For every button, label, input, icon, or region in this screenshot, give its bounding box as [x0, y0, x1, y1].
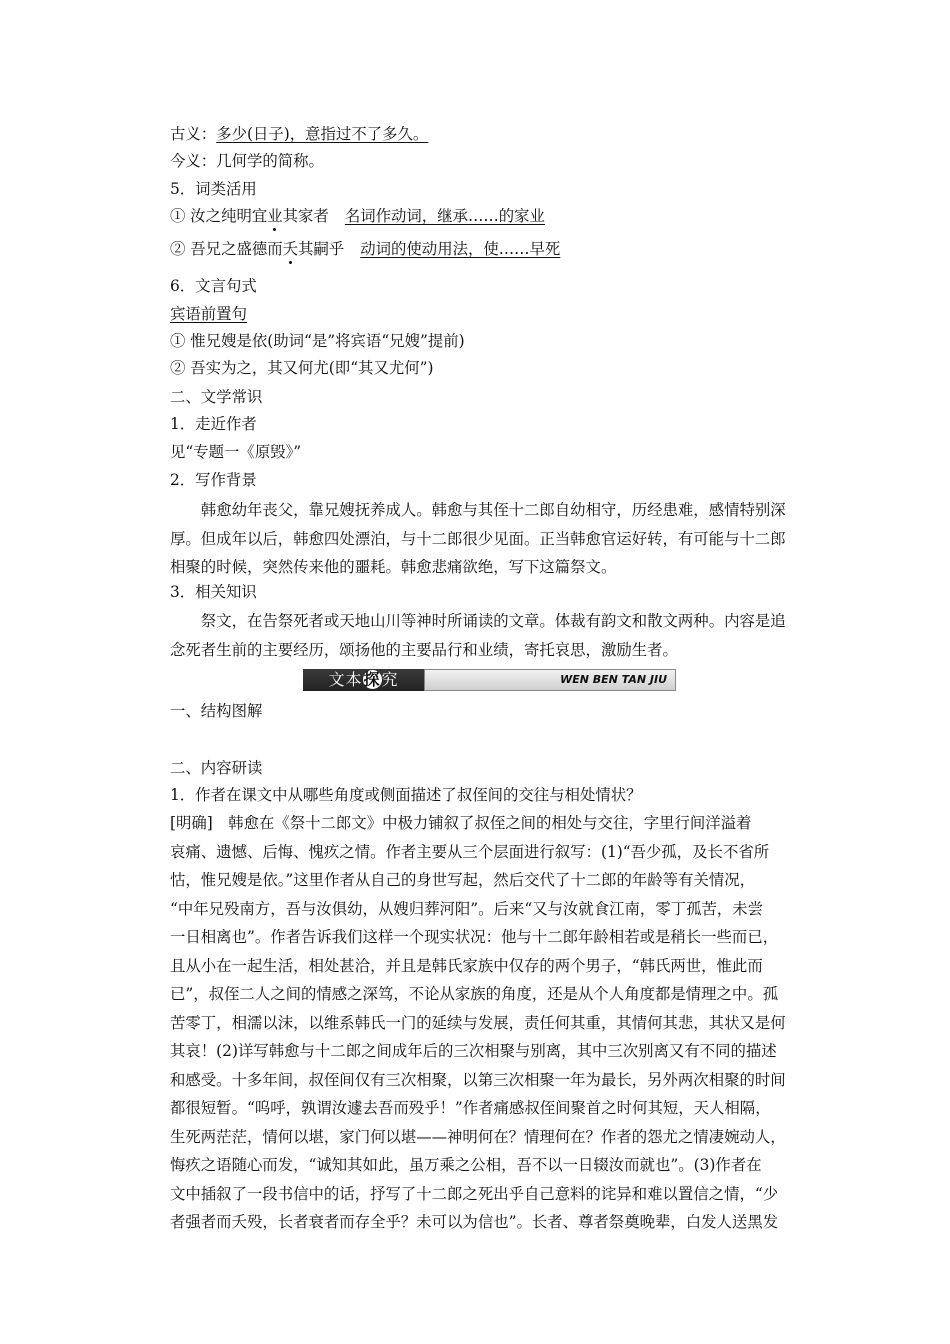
modern-meaning-line: 今义：几何学的简称。 — [170, 152, 324, 170]
example-answer-1: 名词作动词，继承……的家业 — [344, 207, 545, 225]
emphasis-dot-char: 业 — [267, 207, 283, 225]
section-banner — [303, 669, 676, 691]
section-heading-sentence-pattern: 6．文言句式 — [170, 277, 257, 295]
subheading-background: 2．写作背景 — [170, 471, 257, 489]
section-heading-literature: 二、文学常识 — [170, 388, 263, 406]
section-heading-structure: 一、结构图解 — [170, 702, 263, 720]
answer-paragraph: [明确] 韩愈在《祭十二郎文》中极力铺叙了叔侄之间的相处与交往，字里行间洋溢着 哀痛、遗憾、后悔、愧疚之情。作者主要从三个层面进行叙写：(1)“吾少孤，及长不省所 怙，惟兄嫂是依。”这里作者从自己的身世写起，然后交代了十二郎的年龄等有关情况， “中年兄殁南方，吾与汝俱幼，从嫂归葬河阳”。后来“又与汝就食江南，零丁孤苦，未尝 一日相离也”。作者告诉我们这样一个现实状况：他与十二郎年龄相若或是稍长一些而已， 且从小在一起生活，相处甚洽，并且是韩氏家族中仅存的两个男子，“韩氏两世，惟此而 已”，叔侄二人之间的情感之深笃，不论从家族的角度，还是从个人角度都是情理之中。孤 苦零丁，相濡以沫，以维系韩氏一门的延续与发展，责任何其重，其情何其悲，其状又是何 其哀！(2)详写韩愈与十二郎之间成年后的三次相聚与别离，其中三次别离又有不同的描述 和感受。十多年间，叔侄间仅有三次相聚，以第三次相聚一年为最长，另外两次相聚的时间 都很短暂。“呜呼，孰谓汝遽去吾而殁乎！”作者痛感叔侄间聚首之时何其短，天人相隔， 生死两茫茫，情何以堪，家门何以堪——神明何在？情理何在？作者的怨尤之情凄婉动人， 悔疚之语随心而发，“诚知其如此，虽万乘之公相，吾不以一日辍汝而就也”。(3)作者在 文中插叙了一段书信中的话，抒写了十二郎之死出乎自己意料的诧异和难以置信之情，“少 者强者而夭殁，长者衰者而存全乎？未可以为信也”。长者、尊者祭奠晚辈，白发人送黑发 — [170, 814, 786, 1231]
sentence-pattern-answer: 宾语前置句 — [170, 305, 247, 323]
subheading-knowledge: 3．相关知识 — [170, 583, 257, 601]
ancient-meaning-answer: 多少(日子)，意指过不了多久。 — [216, 125, 429, 143]
question-1: 1．作者在课文中从哪些角度或侧面描述了叔侄间的交往与相处情状？ — [170, 786, 642, 804]
example-line-1: ① 汝之纯明宜业其家者 名词作动词，继承……的家业 — [170, 207, 545, 225]
emphasis-dot-char: 夭 — [282, 240, 299, 258]
banner-title: 文本探究 — [303, 669, 424, 691]
sentence-example-1: ① 惟兄嫂是依(助词“是”将宾语“兄嫂”提前) — [170, 332, 465, 350]
section-heading-content: 二、内容研读 — [170, 759, 263, 777]
ancient-meaning-line: 古义：多少(日子)，意指过不了多久。 — [170, 125, 429, 143]
knowledge-paragraph: 祭文，在告祭死者或天地山川等神时所诵读的文章。体裁有韵文和散文两种。内容是追 念死者生前的主要经历，颂扬他的主要品行和业绩，寄托哀思，激励生者。 — [170, 612, 786, 659]
background-paragraph: 韩愈幼年丧父，靠兄嫂抚养成人。韩愈与其侄十二郎自幼相守，历经患难，感情特别深 厚。但成年以后，韩愈四处漂泊，与十二郎很少见面。正当韩愈官运好转，有可能与十二郎 相聚的时候，突然传来他的噩耗。韩愈悲痛欲绝，写下这篇祭文。 — [170, 501, 786, 576]
banner-circle-char: 探 — [363, 670, 381, 689]
section-heading-word-class: 5．词类活用 — [170, 180, 257, 198]
banner-pinyin: WEN BEN TAN JIU — [424, 669, 676, 691]
sentence-example-2: ② 吾实为之，其又何尤(即“其又尤何”) — [170, 359, 434, 377]
author-reference: 见“专题一《原毁》” — [170, 443, 302, 461]
example-line-2: ② 吾兄之盛德而夭其嗣乎 动词的使动用法，使……早死 — [170, 240, 561, 258]
example-answer-2: 动词的使动用法，使……早死 — [360, 240, 561, 258]
subheading-author: 1．走近作者 — [170, 415, 257, 433]
